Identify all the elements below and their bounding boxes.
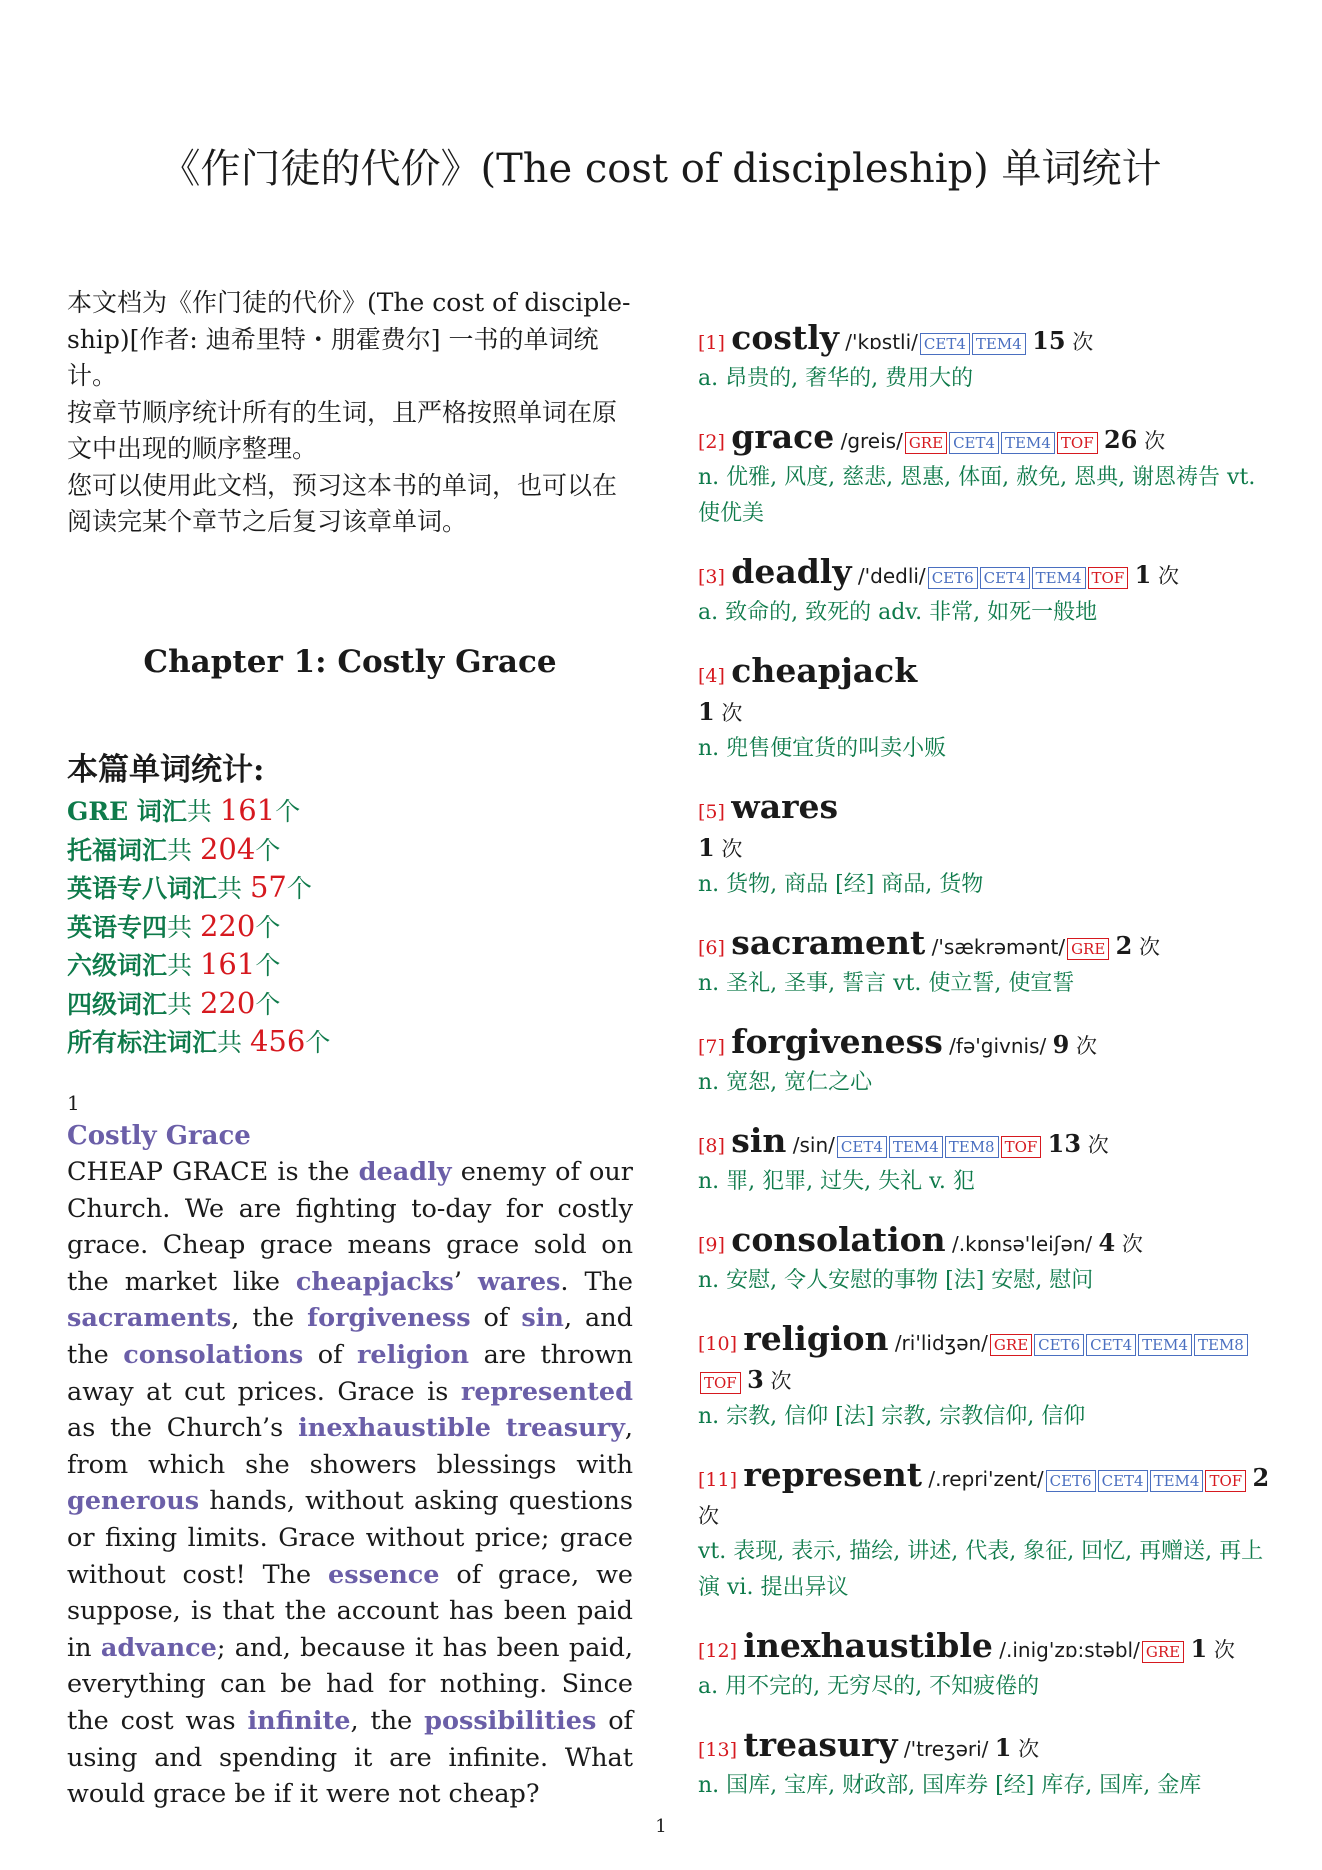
entry-count: 2 [1252, 1463, 1270, 1492]
entry-head [698, 789, 1278, 867]
highlighted-word: inexhaustible [298, 1413, 491, 1444]
highlighted-word: advance [100, 1632, 217, 1663]
passage [67, 1088, 633, 1813]
entry-count: 4 [1098, 1228, 1116, 1257]
entry-head [698, 1123, 1278, 1164]
vocab-entry [698, 1024, 1278, 1101]
stats-block [67, 748, 633, 1062]
stat-count: 57 [249, 870, 287, 904]
stat-line [67, 1023, 633, 1062]
stat-count: 161 [199, 947, 256, 981]
entry-phonetic: /'treʒəri/ [903, 1737, 989, 1761]
level-tag: CET6 [1046, 1470, 1096, 1492]
vocab-entry [698, 1457, 1278, 1606]
entry-head [698, 554, 1278, 595]
level-tag: GRE [1142, 1641, 1184, 1663]
entry-phonetic: /.inig'zɒ:stəbl/ [999, 1638, 1140, 1662]
entry-head [698, 1024, 1278, 1065]
entry-head [698, 1628, 1278, 1669]
intro-paragraph: 本文档为《作门徒的代价》(The cost of disciple-ship)[作者: 迪希里特・朋霍费尔] 一书的单词统计。 [67, 288, 631, 390]
stat-label: 四级词汇 [67, 989, 168, 1019]
entry-count: 1 [994, 1733, 1012, 1762]
entry-word: costly [731, 318, 839, 357]
stat-label: 英语专四 [67, 912, 168, 942]
level-tag: CET6 [1034, 1334, 1084, 1356]
stats-title: 本篇单词统计: [67, 752, 265, 788]
stat-label: 六级词汇 [67, 951, 168, 980]
level-tag: TOF [1205, 1470, 1246, 1492]
vocab-entry [698, 653, 1278, 767]
highlighted-word: essence [328, 1559, 440, 1590]
entry-definition: n. 兜售便宜货的叫卖小贩 [698, 736, 947, 761]
entry-index: [3] [698, 566, 725, 588]
page-title: 《作门徒的代价》(The cost of discipleship) 单词统计 [160, 146, 1162, 192]
entry-count-unit: 次 [714, 837, 743, 861]
entry-definition: n. 罪, 犯罪, 过失, 失礼 v. 犯 [698, 1169, 975, 1194]
entry-phonetic: /fə'givnis/ [949, 1034, 1047, 1058]
vocab-entry [698, 789, 1278, 903]
level-tag: TOF [700, 1372, 741, 1394]
entry-count: 3 [747, 1365, 764, 1394]
stat-unit: 个 [255, 951, 281, 980]
highlighted-word: generous [67, 1486, 200, 1517]
passage-number: 1 [67, 1091, 80, 1115]
entry-head [698, 1727, 1278, 1768]
stats-list [67, 792, 633, 1062]
level-tag: TOF [1088, 567, 1129, 589]
vocab-entry [698, 1727, 1278, 1804]
entry-definition: n. 宽恕, 宽仁之心 [698, 1070, 873, 1095]
stat-suffix: 共 [167, 835, 200, 865]
entry-count-unit: 次 [1115, 1232, 1143, 1256]
entry-definition: a. 用不完的, 无穷尽的, 不知疲倦的 [698, 1674, 1040, 1699]
entry-phonetic: /.kɒnsə'leiʃən/ [952, 1232, 1093, 1256]
entry-index: [11] [698, 1469, 738, 1491]
level-tag: GRE [990, 1334, 1032, 1356]
entry-word: cheapjack [731, 651, 918, 690]
entry-phonetic: /greis/ [840, 429, 903, 453]
stat-count: 161 [219, 793, 276, 827]
entry-phonetic: /.repri'zent/ [928, 1467, 1044, 1491]
entry-count-unit: 次 [1011, 1737, 1040, 1761]
intro-block [67, 285, 633, 541]
highlighted-word: cheapjacks [295, 1266, 454, 1297]
stat-unit: 个 [275, 797, 301, 826]
stat-line [67, 792, 633, 831]
entry-word: represent [743, 1455, 923, 1494]
highlighted-word: consolations [123, 1339, 304, 1370]
level-tag: TEM4 [1138, 1334, 1192, 1356]
entry-definition: n. 圣礼, 圣事, 誓言 vt. 使立誓, 使宣誓 [698, 971, 1075, 996]
entry-count-unit: 次 [1132, 935, 1161, 959]
stat-suffix: 共 [167, 951, 200, 980]
level-tag: GRE [1067, 938, 1109, 960]
stat-line [67, 869, 633, 908]
entry-definition: a. 昂贵的, 奢华的, 费用大的 [698, 366, 974, 391]
entry-count-unit: 次 [1137, 429, 1166, 453]
entry-word: treasury [743, 1725, 898, 1764]
level-tag: CET4 [920, 333, 970, 355]
level-tag: TEM4 [889, 1136, 943, 1158]
entry-index: [2] [698, 431, 725, 453]
level-tag: TEM4 [1032, 567, 1086, 589]
entry-count-unit: 次 [698, 1504, 719, 1528]
entry-count: 1 [1190, 1634, 1208, 1663]
entry-count: 2 [1115, 931, 1133, 960]
vocab-entry [698, 925, 1278, 1002]
level-tag: CET4 [949, 432, 999, 454]
entry-count-unit: 次 [1151, 564, 1179, 588]
entry-count-unit: 次 [1207, 1638, 1235, 1662]
entry-index: [7] [698, 1036, 725, 1058]
entry-word: sin [731, 1121, 787, 1160]
entry-definition: n. 宗教, 信仰 [法] 宗教, 宗教信仰, 信仰 [698, 1404, 1086, 1429]
entry-word: forgiveness [731, 1022, 943, 1061]
entry-count: 26 [1103, 425, 1138, 454]
entry-index: [5] [698, 801, 725, 823]
entry-head [698, 1457, 1278, 1534]
stat-count: 220 [199, 985, 256, 1020]
entry-word: religion [743, 1319, 889, 1358]
level-tag: CET4 [980, 567, 1030, 589]
level-tag: GRE [905, 432, 947, 454]
entry-head [698, 653, 1278, 731]
entry-count-unit: 次 [763, 1369, 792, 1393]
vocabulary-list [698, 320, 1278, 1826]
level-tag: TEM8 [1194, 1334, 1248, 1356]
entry-count: 15 [1032, 326, 1066, 355]
entry-count-unit: 次 [714, 701, 743, 725]
entry-definition: n. 货物, 商品 [经] 商品, 货物 [698, 872, 984, 897]
entry-phonetic: /ri'lidʒən/ [894, 1331, 988, 1355]
stat-line [67, 985, 633, 1024]
entry-phonetic: /sin/ [792, 1133, 835, 1157]
highlighted-word: wares [477, 1266, 561, 1297]
entry-index: [1] [698, 332, 725, 354]
vocab-entry [698, 419, 1278, 532]
level-tag: TEM4 [1001, 432, 1055, 454]
entry-count-unit: 次 [1069, 1034, 1097, 1058]
stat-unit: 个 [255, 989, 281, 1019]
vocab-entry [698, 1222, 1278, 1299]
highlighted-word: forgiveness [307, 1303, 471, 1334]
entry-count: 9 [1052, 1030, 1070, 1059]
entry-head [698, 419, 1278, 460]
vocab-entry [698, 554, 1278, 631]
entry-count: 1 [698, 833, 715, 862]
stat-label: GRE 词汇 [67, 797, 187, 826]
stat-suffix: 共 [167, 912, 200, 942]
stat-suffix: 共 [167, 989, 200, 1019]
entry-word: grace [731, 417, 835, 456]
level-tag: TEM8 [945, 1136, 999, 1158]
level-tag: CET4 [837, 1136, 887, 1158]
intro-paragraph: 您可以使用此文档，预习这本书的单词，也可以在阅读完某个章节之后复习该章单词。 [67, 470, 618, 536]
entry-head [698, 925, 1278, 966]
entry-definition: n. 安慰, 令人安慰的事物 [法] 安慰, 慰问 [698, 1268, 1094, 1293]
vocab-entry [698, 320, 1278, 397]
entry-count: 13 [1047, 1129, 1082, 1158]
entry-word: deadly [731, 552, 852, 591]
stat-count: 204 [199, 831, 256, 866]
stat-unit: 个 [255, 835, 281, 865]
entry-head [698, 1222, 1278, 1263]
entry-index: [9] [698, 1234, 725, 1256]
highlighted-word: treasury [505, 1413, 625, 1444]
level-tag: CET4 [1098, 1470, 1148, 1492]
stat-line [67, 908, 633, 947]
chapter-heading: Chapter 1: Costly Grace [143, 644, 557, 680]
level-tag: TEM4 [972, 333, 1026, 355]
stat-label: 所有标注词汇 [67, 1028, 218, 1057]
stat-count: 220 [199, 908, 256, 943]
level-tag: TOF [1057, 432, 1098, 454]
highlighted-word: represented [460, 1376, 633, 1407]
stat-line [67, 831, 633, 870]
stat-unit: 个 [286, 874, 312, 903]
highlighted-word: deadly [358, 1157, 452, 1187]
stat-suffix: 共 [217, 1028, 250, 1057]
stat-unit: 个 [255, 912, 281, 942]
entry-index: [6] [698, 937, 725, 959]
entry-index: [13] [698, 1739, 738, 1761]
entry-word: consolation [731, 1220, 946, 1259]
vocab-entry [698, 1321, 1278, 1435]
vocab-entry [698, 1628, 1278, 1705]
entry-word: wares [731, 787, 839, 826]
entry-head [698, 320, 1278, 361]
stat-suffix: 共 [186, 797, 220, 826]
entry-word: inexhaustible [743, 1626, 993, 1665]
vocab-entry [698, 1123, 1278, 1200]
intro-paragraph: 按章节顺序统计所有的生词，且严格按照单词在原文中出现的顺序整理。 [67, 397, 618, 463]
level-tag: TEM4 [1150, 1470, 1204, 1492]
stat-label: 托福词汇 [67, 835, 168, 865]
entry-phonetic: /'kɒstli/ [845, 330, 918, 354]
entry-phonetic: /'sækrəmənt/ [931, 935, 1066, 959]
entry-head [698, 1321, 1278, 1399]
level-tag: CET6 [928, 567, 978, 589]
stat-suffix: 共 [217, 874, 250, 903]
entry-definition: vt. 表现, 表示, 描绘, 讲述, 代表, 象征, 回忆, 再赠送, 再上演 vi. 提出异议 [698, 1539, 1264, 1600]
entry-count: 1 [1134, 560, 1152, 589]
entry-index: [12] [698, 1640, 738, 1662]
entry-definition: n. 国库, 宝库, 财政部, 国库券 [经] 库存, 国库, 金库 [698, 1773, 1202, 1798]
entry-word: sacrament [731, 923, 926, 962]
entry-definition: n. 优雅, 风度, 慈悲, 恩惠, 体面, 赦免, 恩典, 谢恩祷告 vt. 使优美 [698, 465, 1256, 526]
highlighted-word: infinite [247, 1705, 351, 1736]
passage-text: CHEAP GRACE is the deadly enemy of our Church. We are fighting to-day for costly grace. Cheap grace means grace sold on the market like cheapjacks’ wares. The sacraments, the forgiveness of sin, and the consolations of religion are thrown away at cut prices. Grace is represented as the Church’s inexhaustible treasury, from which she showers blessings with generous hands, without asking questions or fixing limits. Grace without price; grace without cost! The essence of grace, we suppose, is that the account has been paid in advance; and, because it has been paid, everything can be had for nothing. Since the cost was infinite, the possibilities of using and spending it are infinite. What would grace be if it were not cheap? [67, 1157, 634, 1810]
stat-unit: 个 [305, 1028, 331, 1057]
highlighted-word: religion [357, 1339, 470, 1370]
level-tag: CET4 [1086, 1334, 1136, 1356]
page-number: 1 [655, 1816, 667, 1837]
highlighted-word: possibilities [424, 1705, 597, 1736]
highlighted-word: sin [521, 1303, 564, 1334]
stat-line [67, 946, 633, 985]
entry-index: [4] [698, 665, 725, 687]
stat-label: 英语专八词汇 [67, 874, 218, 903]
stat-count: 456 [249, 1024, 306, 1058]
entry-count-unit: 次 [1065, 330, 1094, 354]
entry-count: 1 [698, 697, 715, 726]
entry-definition: a. 致命的, 致死的 adv. 非常, 如死一般地 [698, 600, 1098, 625]
entry-index: [8] [698, 1135, 725, 1157]
passage-heading: Costly Grace [67, 1121, 251, 1151]
highlighted-word: sacraments [67, 1303, 232, 1334]
entry-phonetic: /'dedli/ [857, 564, 926, 588]
entry-count-unit: 次 [1081, 1133, 1109, 1157]
entry-index: [10] [698, 1333, 738, 1355]
level-tag: TOF [1001, 1136, 1042, 1158]
